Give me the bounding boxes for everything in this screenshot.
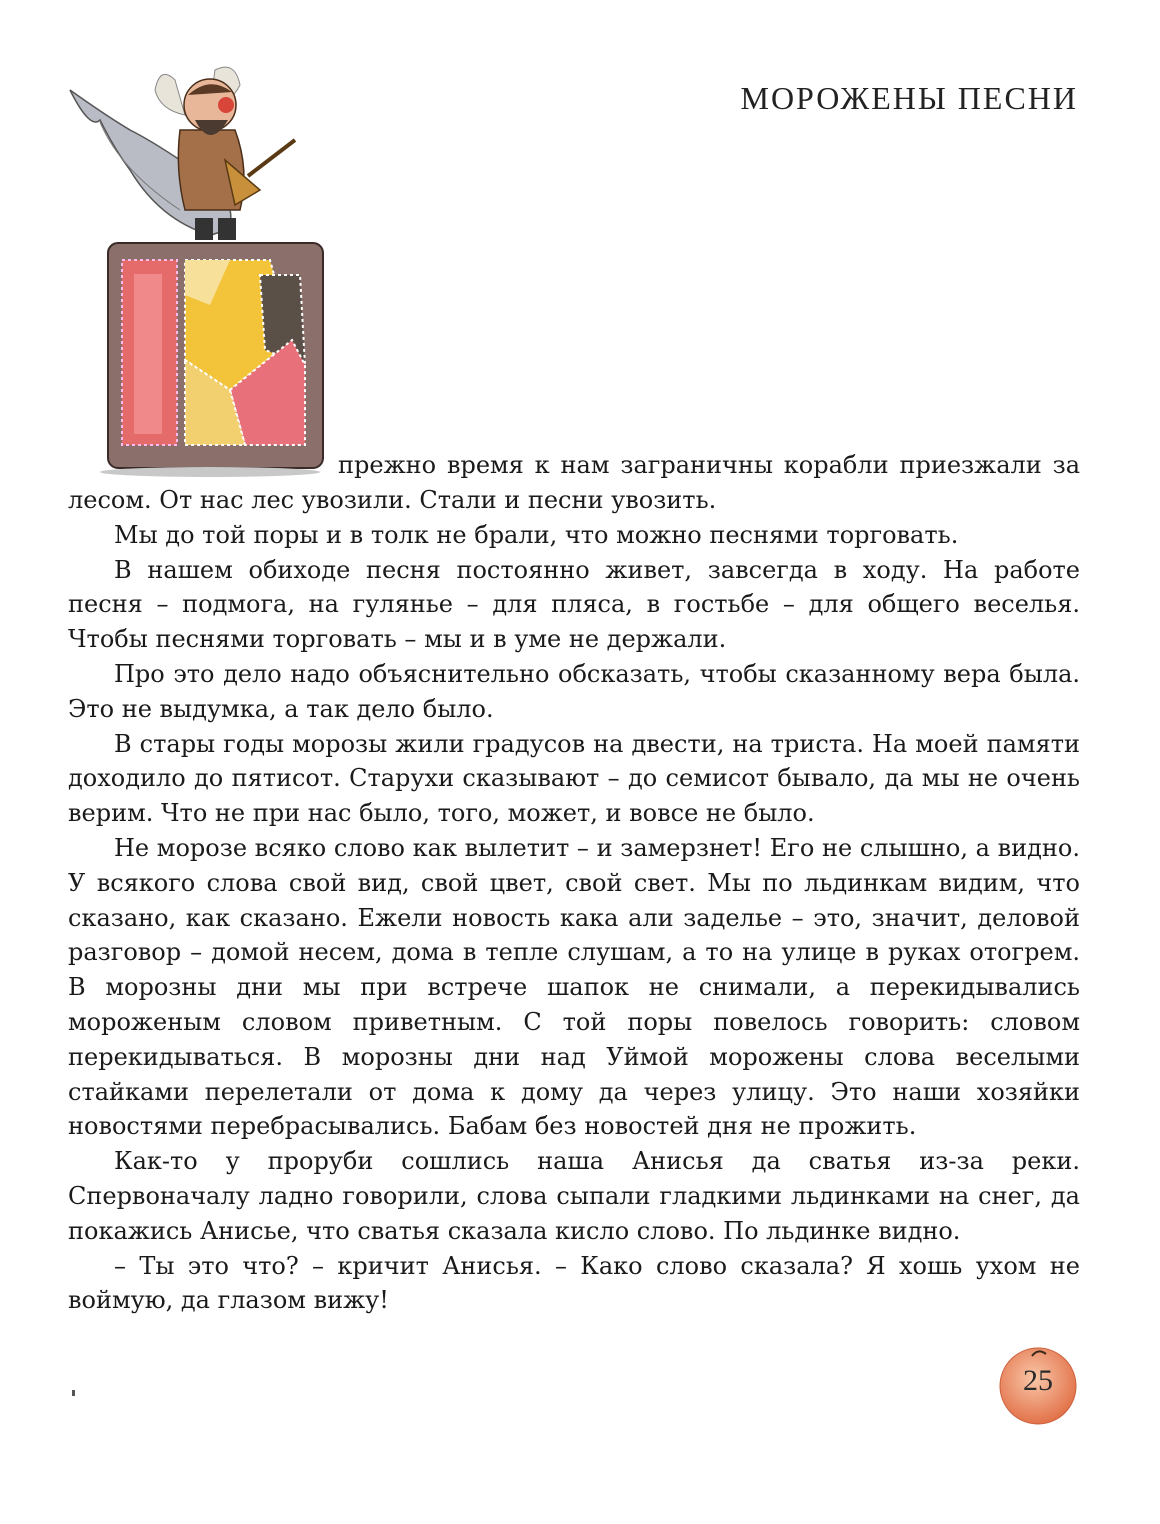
paragraph: Не морозе всяко слово как вылетит – и замерзнет! Его не слышно, а видно. У всякого слова свой вид, свой цвет, свой свет. Мы по льдинкам видим, что сказано, как сказано. Ежели новость кака али заделье – это, значит, деловой разговор – домой несем, дома в тепле слушам, а то на улице в руках отогрем. В морозны дни мы при встрече шапок не снимали, а перекидывались мороженым словом приветным. С той поры повелось говорить: словом перекидываться. В морозны дни над Уймой морожены слова веселыми стайками перелетали от дома к дому да через улицу. Это наши хозяйки новостями перебрасывались. Бабам без новостей дня не прожить. <box>68 833 1080 1141</box>
paragraph: – Ты это что? – кричит Анисья. – Како слово сказала? Я хошь ухом не воймую, да глазом вижу! <box>68 1251 1080 1315</box>
body-text <box>68 483 1080 1318</box>
drop-cap-illustration <box>60 60 335 480</box>
paragraph-1-continuation: лесом. От нас лес увозили. Стали и песни увозить. <box>68 486 717 514</box>
paragraph: Мы до той поры и в толк не брали, что можно песнями торговать. <box>114 520 959 549</box>
page-number: 25 <box>1023 1364 1053 1397</box>
paragraph: В нашем обиходе песня постоянно живет, завсегда в ходу. На работе песня – подмога, на гулянье – для пляса, в гостьбе – для общего веселья. Чтобы песнями торговать – мы и в уме не держали. <box>68 555 1080 654</box>
paragraph: Как-то у проруби сошлись наша Анисья да сватья из-за реки. Спервоначалу ладно говорили, слова сыпали гладкими льдинками на снег, да покажись Анисье, что сватья сказала кисло слово. По льдинке видно. <box>68 1147 1080 1245</box>
print-mark <box>72 1390 75 1396</box>
paragraph: Про это дело надо объяснительно обсказать, чтобы сказанному вера была. Это не выдумка, а так дело было. <box>68 659 1080 723</box>
page-title: МОРОЖЕНЫ ПЕСНИ <box>740 80 1078 116</box>
paragraph: В стары годы морозы жили градусов на двести, на триста. На моей памяти доходило до пятисот. Старухи сказывают – до семисот бывало, да мы не очень верим. Что не при нас было, того, может, и вовсе не было. <box>68 729 1080 828</box>
page-number-badge <box>996 1342 1080 1426</box>
first-line-text: прежно время к нам заграничны корабли приезжали за <box>338 451 1080 479</box>
